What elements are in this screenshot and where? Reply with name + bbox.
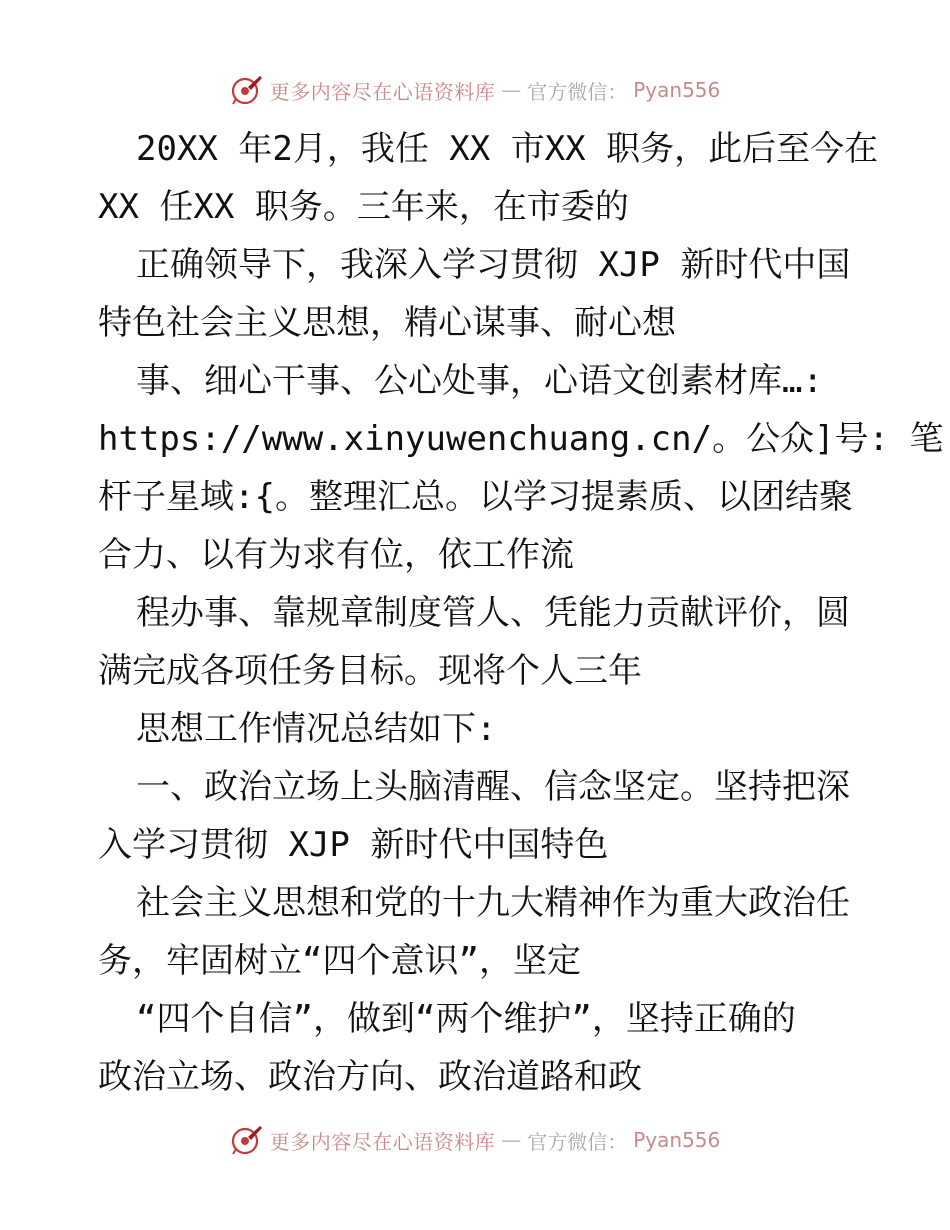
text-line: 合力、以有为求有位，依工作流 (98, 535, 574, 575)
text-line: 正确领导下，我深入学习贯彻 XJP 新时代中国 (136, 245, 851, 285)
text-line: 政治立场、政治方向、政治道路和政 (98, 1057, 642, 1097)
watermark-official-label: 官方微信： (527, 79, 628, 104)
text-line: 一、政治立场上头脑清醒、信念坚定。坚持把深 (136, 767, 850, 807)
text-line: 满完成各项任务目标。现将个人三年 (98, 651, 642, 691)
text-line: 程办事、靠规章制度管人、凭能力贡献评价，圆 (136, 593, 850, 633)
text-line: 20XX 年2月，我任 XX 市XX 职务，此后至今在 (136, 129, 879, 169)
watermark-official-label: 官方微信： (527, 1129, 628, 1154)
text-line: 特色社会主义思想，精心谋事、耐心想 (98, 303, 676, 343)
watermark-footer (0, 1120, 950, 1160)
text-line: https://www.xinyuwenchuang.cn/。公众]号: 笔 (98, 419, 944, 459)
pen-nib-circle-icon (230, 73, 264, 107)
watermark-site-text: 更多内容尽在心语资料库 (269, 1129, 496, 1154)
text-line: 杆子星域:{。整理汇总。以学习提素质、以团结聚 (98, 477, 853, 517)
watermark-site-text: 更多内容尽在心语资料库 (269, 79, 496, 104)
pen-nib-circle-icon (230, 1123, 264, 1157)
text-line: 入学习贯彻 XJP 新时代中国特色 (98, 825, 609, 865)
text-line: XX 任XX 职务。三年来，在市委的 (98, 187, 629, 227)
text-line: 社会主义思想和党的十九大精神作为重大政治任 (136, 883, 850, 923)
watermark-dash: — (501, 78, 522, 102)
watermark-wechat-id: Pyan556 (633, 1128, 721, 1152)
text-line: 事、细心干事、公心处事，心语文创素材库…: (136, 361, 823, 401)
text-line: “四个自信”，做到“两个维护”，坚持正确的 (136, 999, 796, 1039)
watermark-dash: — (501, 1128, 522, 1152)
text-line: 思想工作情况总结如下: (136, 709, 497, 749)
text-line: 务，牢固树立“四个意识”，坚定 (98, 941, 581, 981)
watermark-header (0, 70, 950, 110)
document-body (98, 120, 944, 1106)
watermark-wechat-id: Pyan556 (633, 78, 721, 102)
